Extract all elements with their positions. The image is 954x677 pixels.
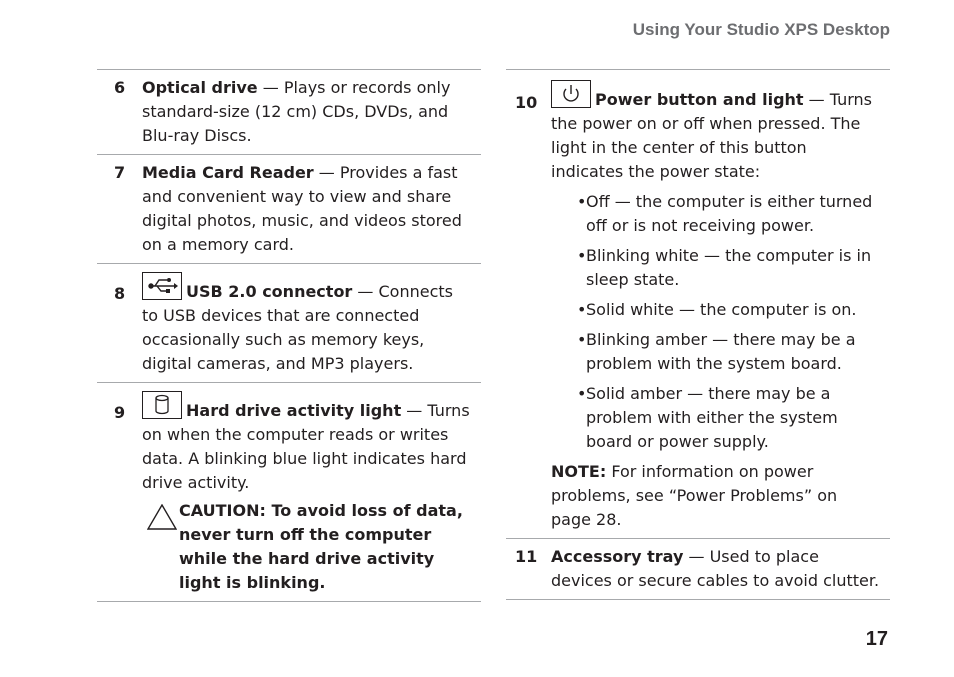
item-text: — Provides a fast and convenient way to view and share digital photos, music, and videos stored on a memory card. <box>142 163 462 254</box>
list-item <box>97 383 481 602</box>
page-number: 17 <box>865 628 888 650</box>
list-item <box>97 70 481 155</box>
list-item <box>577 244 880 292</box>
item-number: 6 <box>114 78 126 97</box>
warning-icon <box>147 504 177 530</box>
item-body <box>142 391 481 595</box>
list-item <box>577 382 880 454</box>
item-title: Power button and light <box>595 90 804 109</box>
note-text: For information on power problems, see “Power Problems” on page 28. <box>551 462 838 529</box>
item-text: — Turns on when the computer reads or writes data. A blinking blue light indicates hard drive activity. <box>142 401 470 492</box>
item-number: 11 <box>515 547 538 566</box>
bullet-text: Blinking white — the computer is in sleep state. <box>586 246 872 289</box>
item-text: — Plays or records only standard-size (12 cm) CDs, DVDs, and Blu-ray Discs. <box>142 78 451 145</box>
item-number: 10 <box>515 93 538 112</box>
list-item <box>506 70 890 539</box>
item-text: — Turns the power on or off when pressed. The light in the center of this button indicates the power state: <box>551 90 873 181</box>
item-body <box>551 80 890 532</box>
list-item <box>577 190 880 238</box>
hard-drive-icon <box>142 391 182 419</box>
power-icon <box>551 80 591 108</box>
item-body <box>551 545 890 593</box>
bullet-text: Solid white — the computer is on. <box>586 300 857 319</box>
note-label: NOTE: <box>551 462 607 481</box>
item-number: 7 <box>114 163 126 182</box>
item-body <box>142 76 481 148</box>
item-title: Media Card Reader <box>142 163 314 182</box>
bullet: • <box>577 246 587 265</box>
item-title: Accessory tray <box>551 547 684 566</box>
right-column <box>506 69 890 600</box>
item-body <box>142 272 481 376</box>
caution-block <box>142 499 471 595</box>
list-item <box>97 264 481 383</box>
bullet: • <box>577 330 587 349</box>
item-number: 9 <box>114 403 126 422</box>
item-text: — Used to place devices or secure cables to avoid clutter. <box>551 547 880 590</box>
running-header: Using Your Studio XPS Desktop <box>632 20 890 39</box>
item-number: 8 <box>114 284 126 303</box>
bullet-text: Blinking amber — there may be a problem with the system board. <box>586 330 856 373</box>
bullet-text: Solid amber — there may be a problem with either the system board or power supply. <box>586 384 838 451</box>
usb-icon <box>142 272 182 300</box>
list-item <box>506 539 890 600</box>
item-text: — Connects to USB devices that are connected occasionally such as memory keys, digital cameras, and MP3 players. <box>142 282 453 373</box>
item-title: USB 2.0 connector <box>186 282 353 301</box>
bullet: • <box>577 300 587 319</box>
bullet: • <box>577 384 587 403</box>
item-body <box>142 161 481 257</box>
list-item <box>577 328 880 376</box>
list-item <box>577 298 880 322</box>
item-title: Optical drive <box>142 78 258 97</box>
note-block <box>551 460 880 532</box>
left-column <box>97 69 481 602</box>
caution-text: CAUTION: To avoid loss of data, never turn off the computer while the hard drive activity light is blinking. <box>179 501 463 592</box>
power-state-list <box>551 190 880 454</box>
item-title: Hard drive activity light <box>186 401 402 420</box>
list-item <box>97 155 481 264</box>
bullet: • <box>577 192 587 211</box>
bullet-text: Off — the computer is either turned off or is not receiving power. <box>586 192 873 235</box>
